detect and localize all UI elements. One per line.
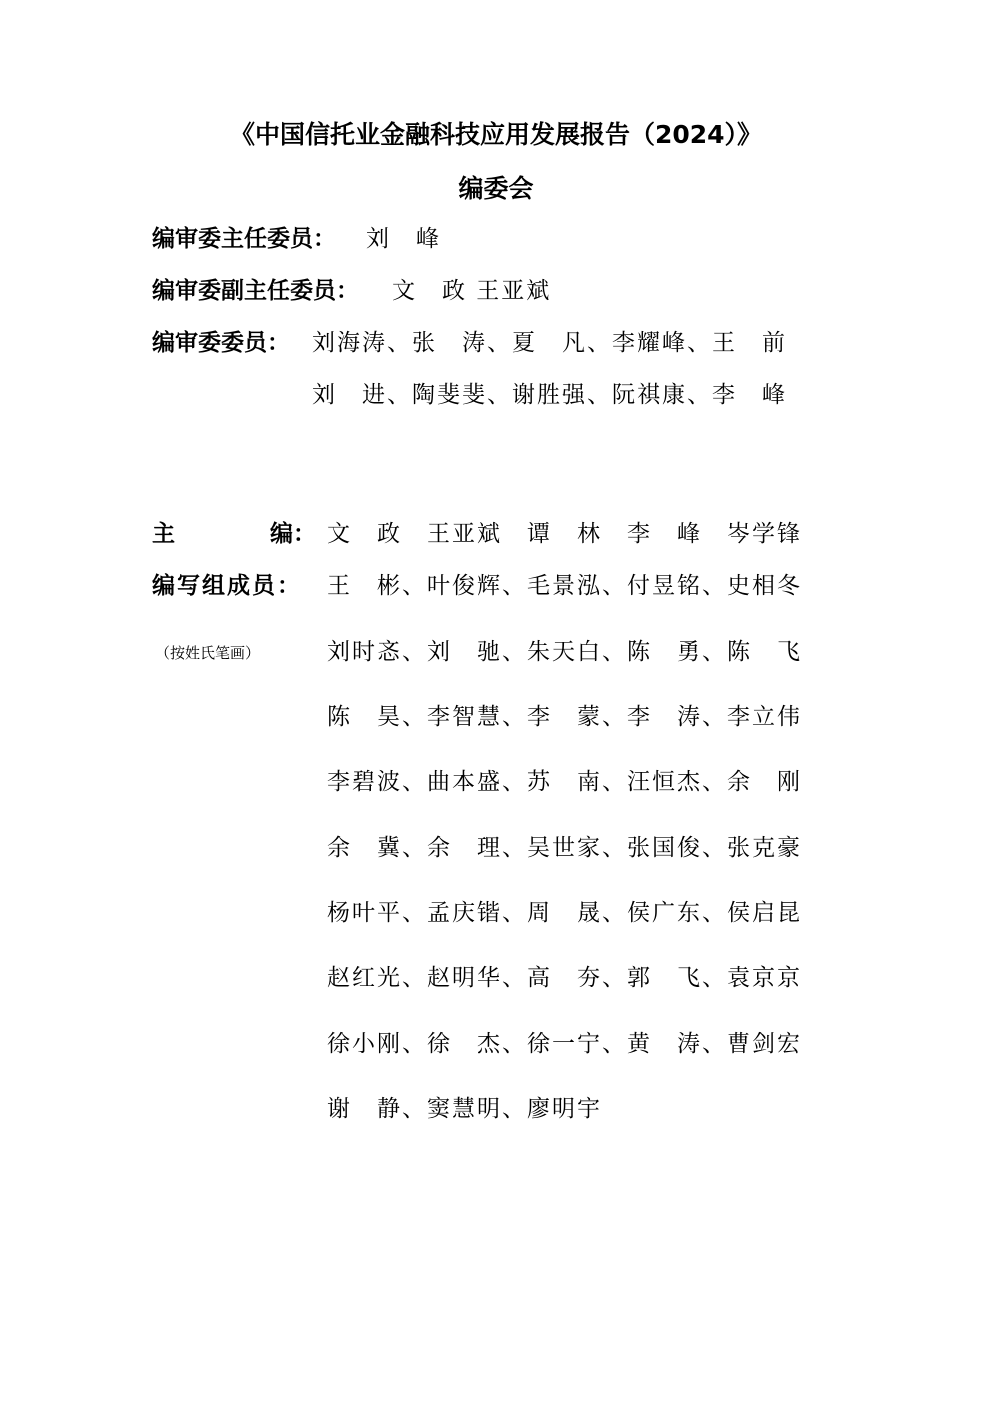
writing-group-line: 赵红光、赵明华、高 夯、郭 飞、袁京京 [327,965,802,991]
writing-group-label: 编写组成员： [152,572,302,599]
document-subtitle: 编委会 [458,174,534,203]
writing-group-line: 李碧波、曲本盛、苏 南、汪恒杰、余 刚 [327,769,802,795]
writing-group-line: 王 彬、叶俊辉、毛景泓、付昱铭、史相冬 [327,573,802,599]
chief-editor-label-end: 编： [270,520,316,547]
document-title: 《中国信托业金融科技应用发展报告（2024）》 [229,120,763,149]
chief-editors-value: 文 政 王亚斌 谭 林 李 峰 岑学锋 [327,521,802,547]
deputy-director-label: 编审委副主任委员： [152,277,359,304]
stroke-order-note: （按姓氏笔画） [155,644,261,662]
writing-group-line: 余 冀、余 理、吴世家、张国俊、张克豪 [327,835,802,861]
director-value: 刘 峰 [366,226,441,252]
director-label: 编审委主任委员： [152,225,336,252]
committee-members-label: 编审委委员： [152,329,290,356]
deputy-director-value: 文 政 王亚斌 [392,278,552,304]
writing-group-line: 刘时忞、刘 驰、朱天白、陈 勇、陈 飞 [327,639,802,665]
writing-group-line: 谢 静、窦慧明、廖明宇 [327,1096,602,1122]
writing-group-line: 陈 昊、李智慧、李 蒙、李 涛、李立伟 [327,704,802,730]
writing-group-line: 徐小刚、徐 杰、徐一宁、黄 涛、曹剑宏 [327,1031,802,1057]
committee-members-line: 刘 进、陶斐斐、谢胜强、阮祺康、李 峰 [312,382,787,408]
chief-editor-label-start: 主 [152,520,175,547]
committee-members-line: 刘海涛、张 涛、夏 凡、李耀峰、王 前 [312,330,787,356]
writing-group-line: 杨叶平、孟庆锴、周 晟、侯广东、侯启昆 [327,900,802,926]
